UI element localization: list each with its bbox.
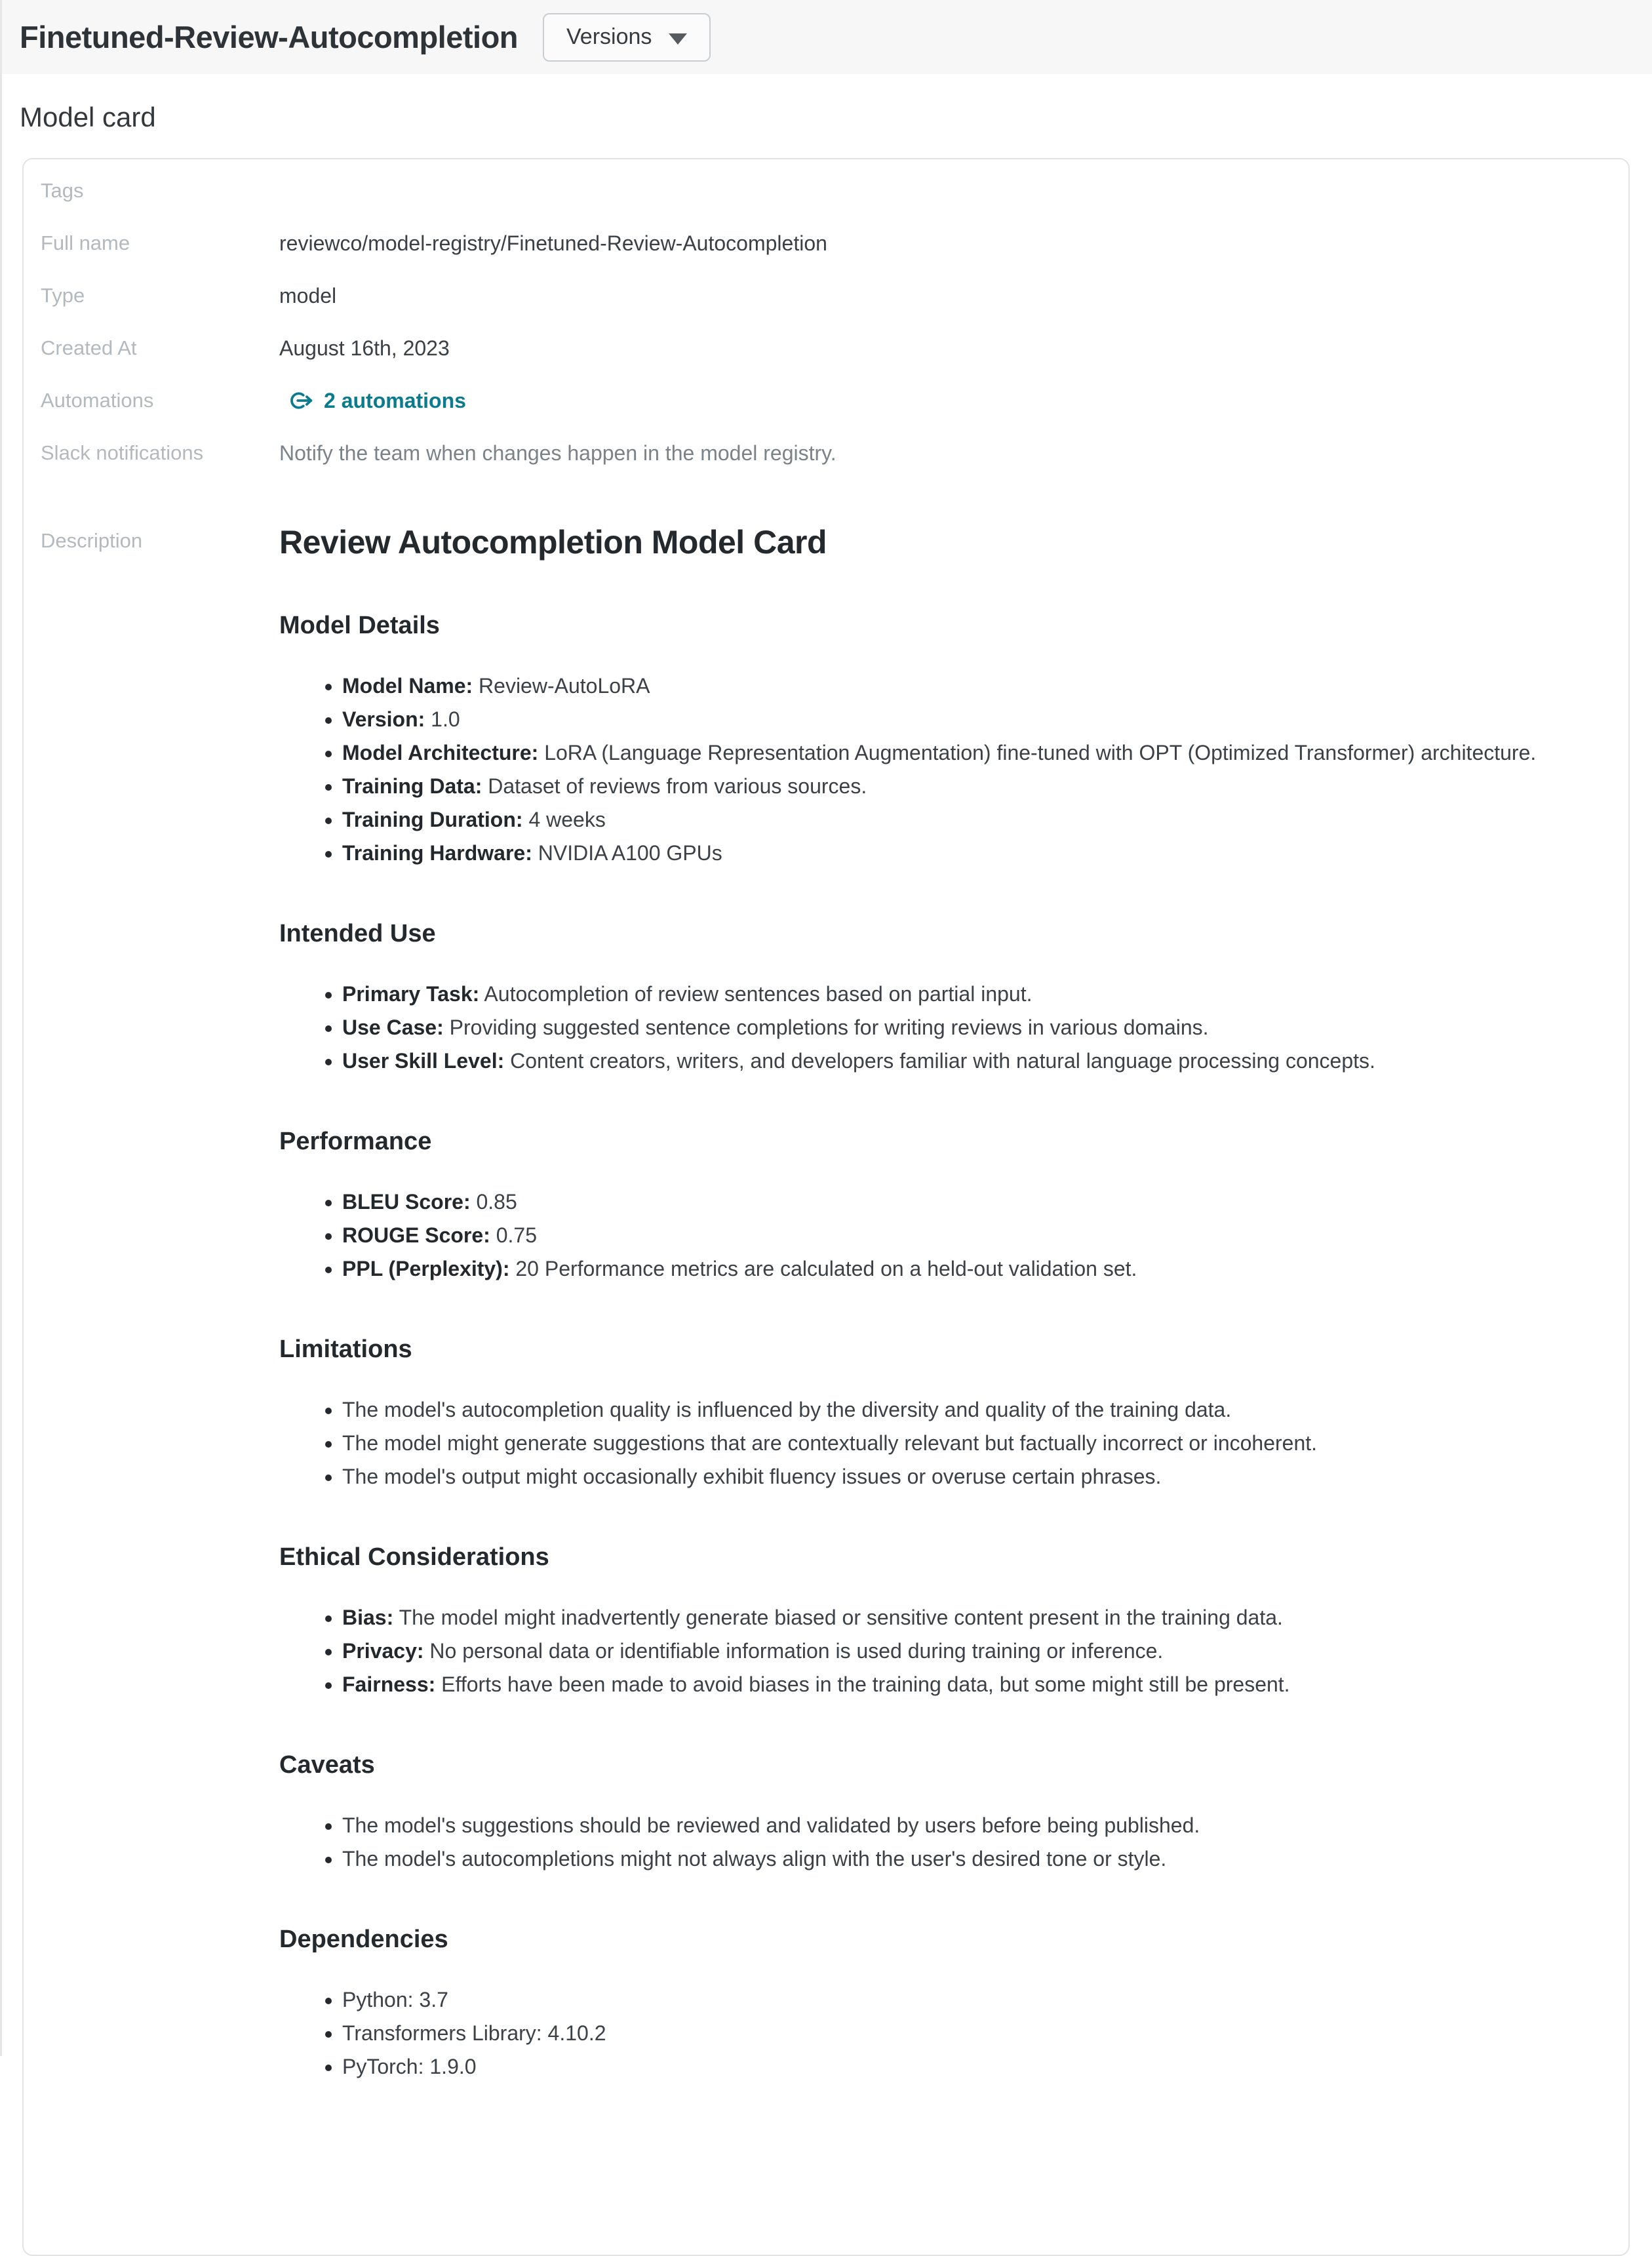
markdown-heading: Dependencies xyxy=(279,1926,448,1953)
created-at-label: Created At xyxy=(41,336,137,359)
model-card-panel xyxy=(22,158,1630,2256)
automations-value xyxy=(279,387,466,414)
type-label: Type xyxy=(41,284,85,307)
markdown-list-item: • PPL (Perplexity): 20 Performance metrics are calculated on a held-out validation set. xyxy=(342,1252,1592,1286)
markdown-list xyxy=(279,1185,1592,1286)
tags-label: Tags xyxy=(41,179,84,202)
markdown-list-item: • Training Hardware: NVIDIA A100 GPUs xyxy=(342,837,1592,870)
list-item-term: Model Name: xyxy=(342,674,473,698)
description-sections xyxy=(279,610,1592,2084)
list-item-term: Version: xyxy=(342,707,425,731)
markdown-list-item: • Bias: The model might inadvertently generate biased or sensitive content present in the training data. xyxy=(342,1601,1592,1634)
markdown-list-item: • Fairness: Efforts have been made to avoid biases in the training data, but some might still be present. xyxy=(342,1668,1592,1701)
list-item-term: ROUGE Score: xyxy=(342,1223,490,1247)
versions-button-label: Versions xyxy=(566,24,652,49)
list-item-term: Use Case: xyxy=(342,1016,444,1039)
page-title: Finetuned-Review-Autocompletion xyxy=(20,20,518,54)
markdown-list xyxy=(279,1809,1592,1876)
markdown-list xyxy=(279,669,1592,870)
markdown-list-item: • BLEU Score: 0.85 xyxy=(342,1185,1592,1219)
field-row-tags xyxy=(41,165,1611,217)
markdown-title: Review Autocompletion Model Card xyxy=(279,524,827,561)
markdown-list-item: • The model's autocompletions might not always align with the user's desired tone or style. xyxy=(342,1842,1592,1876)
list-item-term: Privacy: xyxy=(342,1639,424,1663)
list-item-term: Model Architecture: xyxy=(342,741,539,764)
full-name-value: reviewco/model-registry/Finetuned-Review-Autocompletion xyxy=(279,231,827,255)
markdown-list-item: • Model Architecture: LoRA (Language Representation Augmentation) fine-tuned with OPT (Optimized Transformer) architecture. xyxy=(342,736,1592,770)
markdown-heading: Caveats xyxy=(279,1751,375,1779)
field-row-slack-notifications xyxy=(41,427,1611,479)
markdown-heading: Limitations xyxy=(279,1336,412,1363)
list-item-term: User Skill Level: xyxy=(342,1049,505,1073)
automations-link[interactable] xyxy=(288,387,466,414)
automations-label: Automations xyxy=(41,389,154,412)
description-markdown xyxy=(279,523,1611,2084)
panel-left-border xyxy=(0,0,2,2056)
list-item-term: Primary Task: xyxy=(342,982,480,1006)
slack-notifications-label: Slack notifications xyxy=(41,441,204,464)
field-row-type xyxy=(41,269,1611,322)
list-item-term: Training Duration: xyxy=(342,808,523,831)
field-row-description xyxy=(41,523,1611,2084)
slack-notifications-value: Notify the team when changes happen in the model registry. xyxy=(279,441,836,465)
versions-button[interactable] xyxy=(543,13,711,62)
list-item-term: PPL (Perplexity): xyxy=(342,1257,510,1280)
header-bar xyxy=(0,0,1652,74)
markdown-list-item: • Primary Task: Autocompletion of review sentences based on partial input. xyxy=(342,978,1592,1011)
markdown-list-item: • Use Case: Providing suggested sentence completions for writing reviews in various domains. xyxy=(342,1011,1592,1044)
markdown-list-item: • Model Name: Review-AutoLoRA xyxy=(342,669,1592,703)
automations-link-label: 2 automations xyxy=(324,389,466,412)
list-item-term: Fairness: xyxy=(342,1672,436,1696)
field-row-created-at xyxy=(41,322,1611,374)
markdown-list xyxy=(279,1601,1592,1701)
field-row-full-name xyxy=(41,217,1611,269)
description-label: Description xyxy=(41,529,143,552)
markdown-list-item: • The model's autocompletion quality is influenced by the diversity and quality of the training data. xyxy=(342,1393,1592,1427)
markdown-list-item: • PyTorch: 1.9.0 xyxy=(342,2050,1592,2084)
created-at-value: August 16th, 2023 xyxy=(279,336,450,360)
markdown-list-item: • Python: 3.7 xyxy=(342,1983,1592,2017)
type-value: model xyxy=(279,284,337,307)
markdown-list xyxy=(279,1983,1592,2084)
markdown-heading: Ethical Considerations xyxy=(279,1543,549,1571)
markdown-list-item: • The model might generate suggestions that are contextually relevant but factually incorrect or incoherent. xyxy=(342,1427,1592,1460)
markdown-list-item: • The model's suggestions should be reviewed and validated by users before being published. xyxy=(342,1809,1592,1842)
markdown-list xyxy=(279,1393,1592,1494)
chevron-down-icon xyxy=(669,33,687,45)
markdown-list-item: • Training Data: Dataset of reviews from various sources. xyxy=(342,770,1592,803)
list-item-term: Training Hardware: xyxy=(342,841,532,865)
markdown-list-item: • User Skill Level: Content creators, writers, and developers familiar with natural language processing concepts. xyxy=(342,1044,1592,1078)
model-card-section-title: Model card xyxy=(20,102,156,132)
markdown-heading: Intended Use xyxy=(279,920,436,947)
list-item-term: Training Data: xyxy=(342,774,482,798)
markdown-list-item: • ROUGE Score: 0.75 xyxy=(342,1219,1592,1252)
markdown-heading: Performance xyxy=(279,1128,432,1155)
markdown-list-item: • Privacy: No personal data or identifiable information is used during training or inference. xyxy=(342,1634,1592,1668)
markdown-list xyxy=(279,978,1592,1078)
markdown-list-item: • Training Duration: 4 weeks xyxy=(342,803,1592,837)
automation-icon xyxy=(288,388,313,413)
markdown-list-item: • Transformers Library: 4.10.2 xyxy=(342,2017,1592,2050)
markdown-heading: Model Details xyxy=(279,612,440,639)
markdown-list-item: • Version: 1.0 xyxy=(342,703,1592,736)
full-name-label: Full name xyxy=(41,231,130,254)
list-item-term: BLEU Score: xyxy=(342,1190,471,1214)
field-row-automations xyxy=(41,374,1611,427)
list-item-term: Bias: xyxy=(342,1606,394,1629)
markdown-list-item: • The model's output might occasionally exhibit fluency issues or overuse certain phrases. xyxy=(342,1460,1592,1494)
